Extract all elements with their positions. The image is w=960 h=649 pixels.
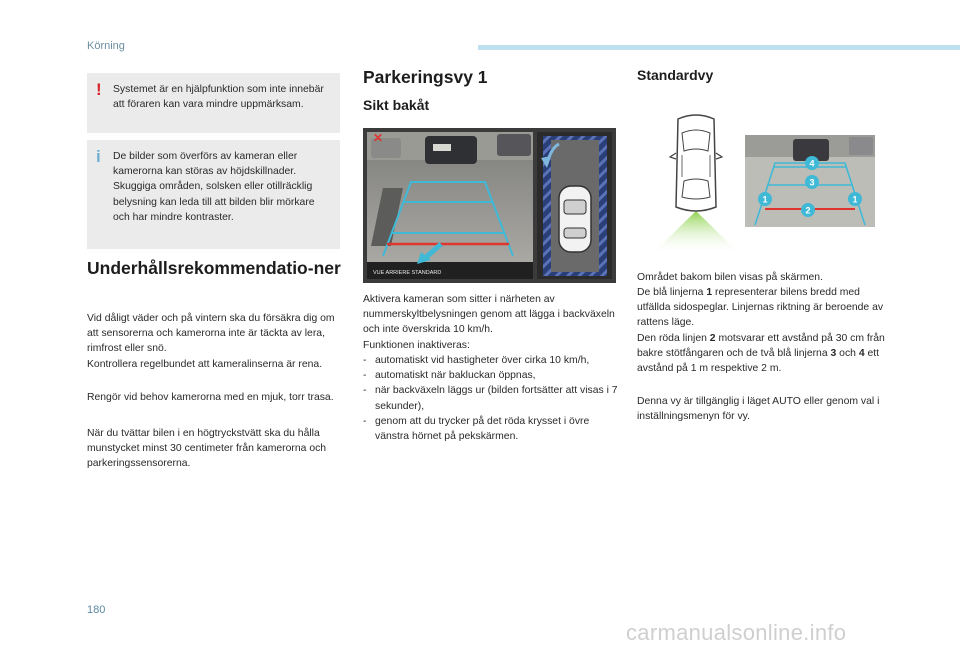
close-cross-icon[interactable]: ✕ xyxy=(373,131,384,145)
rear-camera-screen xyxy=(363,128,616,283)
page-number: 180 xyxy=(87,604,106,616)
standard-paragraph-2: De blå linjerna 1 representerar bilens bredd med utfällda sidospeglar. Linjernas riktning är beroende av rattens läge. xyxy=(637,287,884,329)
rear-camera-image xyxy=(363,128,616,283)
list-item: - när backväxeln läggs ur (bilden fortsätter att visas i 7 sekunder), xyxy=(363,383,623,413)
standard-paragraph-3: Den röda linjen 2 motsvarar ett avstånd på 30 cm från bakre stötfångaren och de två blå linjerna 3 och 4 ett avstånd på 1 m respektive 2 m. xyxy=(637,333,885,375)
list-item: - automatiskt vid hastigheter över cirka 10 km/h, xyxy=(363,353,623,368)
header-accent-bar xyxy=(478,45,960,50)
maintenance-paragraph-4: När du tvättar bilen i en högtryckstvätt ska du hålla munstycket minst 30 centimeter från kamerorna och parkeringssensorerna. xyxy=(87,428,327,470)
watermark-logo: carmanualsonline.info xyxy=(626,620,847,645)
deactivation-list xyxy=(363,353,623,444)
standard-view-heading: Standardvy xyxy=(637,67,714,83)
marker-2: 2 xyxy=(805,205,811,216)
maintenance-paragraph-3: Rengör vid behov kamerorna med en mjuk, torr trasa. xyxy=(87,392,334,403)
warning-note-text: Systemet är en hjälpfunktion som inte innebär att föraren kan vara mindre uppmärksam. xyxy=(113,84,324,111)
maintenance-paragraph-1: Vid dåligt väder och på vintern ska du försäkra dig om att sensorerna och kamerorna inte är täckta av lera, rimfrost eller snö. xyxy=(87,313,335,355)
marker-1-left: 1 xyxy=(762,194,768,205)
rear-view-subtitle: Sikt bakåt xyxy=(363,97,430,113)
parking-deactivate-label: Funktionen inaktiveras: xyxy=(363,340,470,351)
marker-4: 4 xyxy=(809,158,815,169)
car-top-view-diagram xyxy=(652,111,740,254)
standard-view-thumbnail xyxy=(745,135,875,227)
parking-view-title: Parkeringsvy 1 xyxy=(363,67,488,87)
standard-paragraph-4: Denna vy är tillgänglig i läget AUTO eller genom val i inställningsmenyn för vy. xyxy=(637,396,880,423)
info-note xyxy=(87,140,340,249)
info-icon: i xyxy=(96,147,101,166)
marker-3: 3 xyxy=(809,177,815,188)
section-label: Körning xyxy=(87,40,125,52)
parking-intro: Aktivera kameran som sitter i närheten av nummerskyltbelysningen genom att lägga i backväxeln och inte överskrida 10 km/h. xyxy=(363,294,615,336)
camera-screen-label: VUE ARRIERE STANDARD xyxy=(373,270,442,276)
list-item: - automatiskt när bakluckan öppnas, xyxy=(363,368,623,383)
info-note-text: De bilder som överförs av kameran eller kamerorna kan störas av höjdskillnader. Skuggiga områden, solsken eller otillräcklig belysning kan leda till att bilden blir mörkare och har mindre kontraster. xyxy=(113,151,315,223)
list-item: - genom att du trycker på det röda krysset i övre vänstra hörnet på pekskärmen. xyxy=(363,414,623,444)
maintenance-heading: Underhållsrekommendatio-ner xyxy=(87,258,341,278)
maintenance-paragraph-2: Kontrollera regelbundet att kameralinserna är rena. xyxy=(87,359,323,370)
standard-paragraph-1: Området bakom bilen visas på skärmen. xyxy=(637,272,823,283)
marker-1-right: 1 xyxy=(852,194,858,205)
warning-note xyxy=(87,73,340,133)
warning-icon: ! xyxy=(96,80,102,99)
